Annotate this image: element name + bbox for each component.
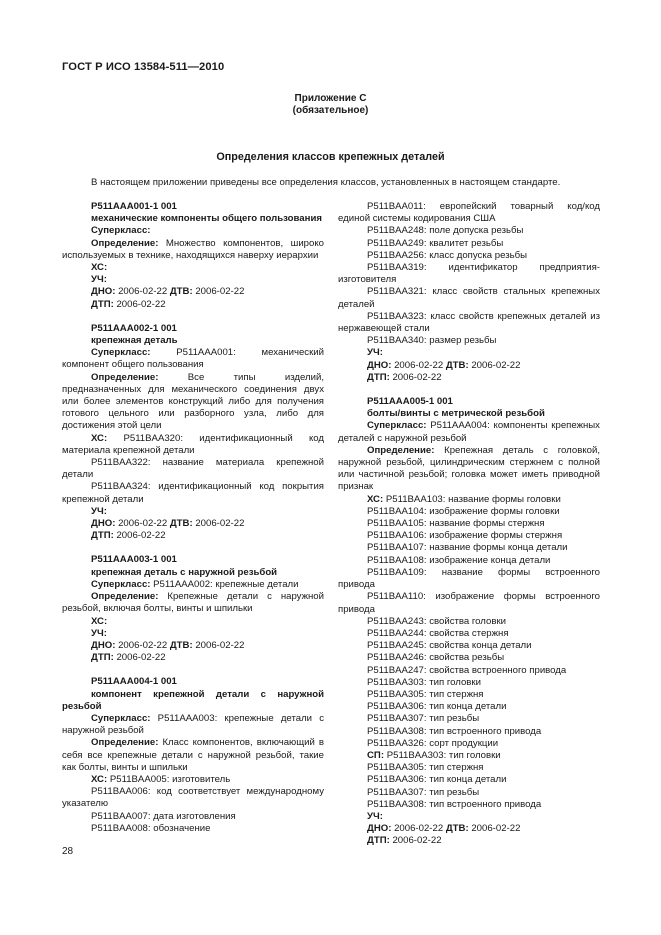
- property-line: P511BAA306: тип конца детали: [367, 701, 507, 713]
- property-line: P511BAA321: класс свойств стальных крепежных деталей: [338, 286, 600, 310]
- class-code: P511AAA001-1 001: [91, 201, 177, 212]
- hs-line: ХС: P511BAA005: изготовитель: [91, 773, 231, 785]
- property-line: P511BAA340: размер резьбы: [367, 335, 497, 347]
- superclass: Суперкласс: P511AAA004: компоненты крепежных деталей с наружной резьбой: [338, 420, 600, 444]
- property-line: P511BAA245: свойства конца детали: [367, 640, 532, 652]
- section-title: Определения классов крепежных деталей: [216, 151, 445, 163]
- property-line: P511BAA109: название формы встроенного привода: [338, 566, 600, 591]
- class-name: крепежная деталь: [91, 335, 178, 347]
- definition: Определение: Крепежные детали с наружной резьбой, включая болты, винты и шпильки: [62, 591, 324, 615]
- property-line: P511BAA308: тип встроенного привода: [367, 725, 542, 737]
- property-line: P511BAA243: свойства головки: [367, 615, 506, 627]
- superclass-label: Суперкласс:: [91, 225, 151, 237]
- property-line: P511BAA104: изображение формы головки: [367, 505, 560, 517]
- class-entry: [338, 396, 600, 848]
- property-line: P511BAA323: класс свойств крепежных деталей из нержавеющей стали: [338, 310, 600, 335]
- uch-label: УЧ:: [91, 274, 107, 286]
- dates-line: ДНО: 2006-02-22 ДТВ: 2006-02-22: [91, 286, 245, 298]
- page-number: 28: [62, 846, 74, 857]
- class-name: компонент крепежной детали с наружной резьбой: [62, 688, 324, 712]
- property-line: P511BAA008: обозначение: [91, 822, 211, 834]
- property-line: P511BAA006: код соответствует международному указателю: [62, 786, 324, 810]
- dtp-line: ДТП: 2006-02-22: [367, 371, 442, 383]
- sp-line: СП: P511BAA303: тип головки: [367, 749, 501, 761]
- document-header: ГОСТ Р ИСО 13584-511—2010: [62, 61, 225, 73]
- property-line: P511BAA248: поле допуска резьбы: [367, 225, 524, 237]
- property-line: P511BAA307: тип резьбы: [367, 786, 480, 798]
- dates-line: ДНО: 2006-02-22 ДТВ: 2006-02-22: [367, 823, 521, 835]
- property-line: P511BAA319: идентификатор предприятия-изготовителя: [338, 262, 600, 286]
- class-name: механические компоненты общего пользования: [91, 213, 322, 225]
- class-code: P511AAA003-1 001: [91, 554, 177, 566]
- property-line: P511BAA247: свойства встроенного привода: [367, 664, 567, 676]
- dtp-line: ДТП: 2006-02-22: [367, 835, 442, 847]
- property-line: P511BAA307: тип резьбы: [367, 713, 480, 725]
- property-line: P511BAA306: тип конца детали: [367, 774, 507, 786]
- hs-label: ХС:: [91, 262, 108, 274]
- class-entry: [62, 676, 324, 835]
- definition: Определение: Класс компонентов, включающий в себя все крепежные детали с наружной резьбой, такие как болты, винты и шпильки: [62, 737, 324, 773]
- property-line: P511BAA105: название формы стержня: [367, 518, 545, 530]
- dates-line: ДНО: 2006-02-22 ДТВ: 2006-02-22: [91, 639, 245, 651]
- class-code: P511AAA005-1 001: [367, 396, 453, 408]
- hs-line: ХС: P511BAA103: название формы головки: [367, 493, 561, 505]
- property-line: P511BAA007: дата изготовления: [91, 810, 236, 822]
- class-name: болты/винты с метрической резьбой: [367, 408, 545, 420]
- property-line: P511BAA322: название материала крепежной детали: [62, 457, 324, 481]
- uch-label: УЧ:: [91, 505, 107, 517]
- property-line: P511BAA246: свойства резьбы: [367, 652, 505, 664]
- class-code: P511AAA002-1 001: [91, 322, 177, 334]
- property-line: P511BAA324: идентификационный код покрытия крепежной детали: [62, 481, 324, 505]
- dates-line: ДНО: 2006-02-22 ДТВ: 2006-02-22: [91, 518, 245, 530]
- dtp-line: ДТП: 2006-02-22: [91, 652, 166, 664]
- uch-label: УЧ:: [367, 347, 383, 359]
- class-code: P511AAA004-1 001: [91, 676, 177, 688]
- dtp-line: ДТП: 2006-02-22: [91, 530, 166, 542]
- property-line: P511BAA256: класс допуска резьбы: [367, 249, 527, 261]
- definition: Определение: Множество компонентов, широко используемых в технике, находящихся наверху иерархии: [62, 237, 324, 261]
- right-column: [338, 201, 600, 848]
- uch-label: УЧ:: [91, 627, 107, 639]
- superclass: Суперкласс: P511AAA002: крепежные детали: [91, 578, 299, 590]
- class-name: крепежная деталь с наружной резьбой: [91, 566, 278, 578]
- property-line: P511BAA326: сорт продукции: [367, 737, 499, 749]
- property-line: P511BAA308: тип встроенного привода: [367, 798, 542, 810]
- property-line: P511BAA305: тип стержня: [367, 688, 484, 700]
- property-line: P511BAA011: европейский товарный код/код единой системы кодирования США: [338, 201, 600, 225]
- property-line: P511BAA303: тип головки: [367, 676, 481, 688]
- left-column: [62, 201, 324, 835]
- appendix-title: Приложение С: [294, 93, 367, 104]
- property-line: P511BAA108: изображение конца детали: [367, 554, 551, 566]
- uch-label: УЧ:: [367, 810, 383, 822]
- definition: Определение: Крепежная деталь с головкой, наружной резьбой, цилиндрическим стержнем с полной или частичной резьбой; головка может иметь приводной признак: [338, 444, 600, 493]
- property-line: P511BAA107: название формы конца детали: [367, 542, 568, 554]
- hs-label: ХС:: [91, 615, 108, 627]
- class-entry: [62, 554, 324, 664]
- property-line: P511BAA106: изображение формы стержня: [367, 530, 563, 542]
- definition: Определение: Все типы изделий, предназначенных для механического соединения двух или более элементов конструкций либо для получения готового цельного или разборного узла, либо для достижения этой цели: [62, 371, 324, 432]
- property-line: P511BAA110: изображение формы встроенного привода: [338, 591, 600, 615]
- class-entry-continued: [338, 201, 600, 384]
- class-entry: [62, 323, 324, 543]
- hs-line: ХС: P511BAA320: идентификационный код материала крепежной детали: [62, 432, 324, 456]
- dates-line: ДНО: 2006-02-22 ДТВ: 2006-02-22: [367, 359, 521, 371]
- superclass: Суперкласс: P511AAA003: крепежные детали с наружной резьбой: [62, 712, 324, 737]
- appendix-subtitle: (обязательное): [292, 105, 369, 116]
- superclass: Суперкласс: P511AAA001: механический компонент общего пользования: [62, 347, 324, 371]
- property-line: P511BAA249: квалитет резьбы: [367, 237, 504, 249]
- property-line: P511BAA244: свойства стержня: [367, 627, 509, 639]
- intro-paragraph: В настоящем приложении приведены все определения классов, установленных в настоящем стандарте.: [91, 177, 561, 188]
- dtp-line: ДТП: 2006-02-22: [91, 298, 166, 310]
- class-entry: [62, 201, 324, 311]
- property-line: P511BAA305: тип стержня: [367, 762, 484, 774]
